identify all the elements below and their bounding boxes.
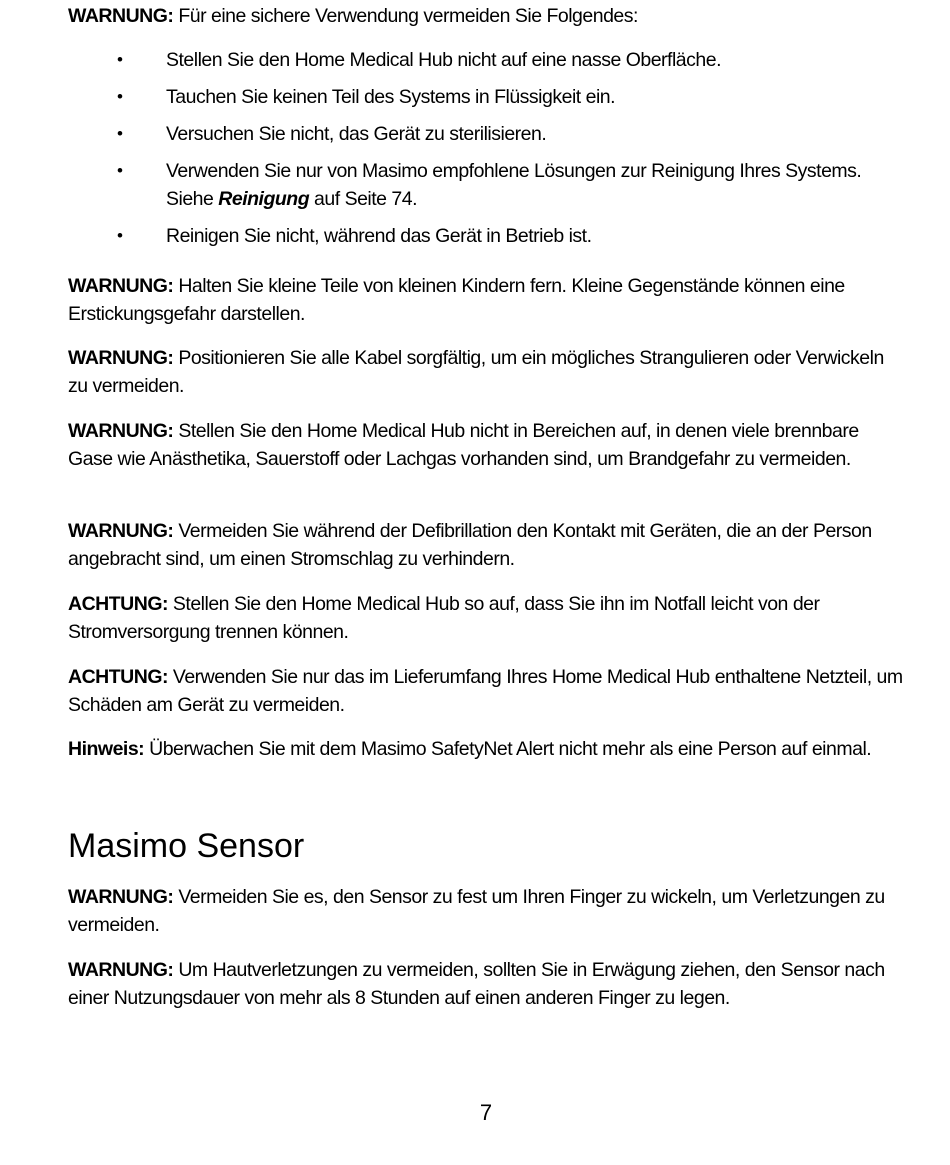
list-item-text: Versuchen Sie nicht, das Gerät zu sterilisieren. (166, 123, 547, 145)
list-item-text: Stellen Sie den Home Medical Hub nicht auf eine nasse Oberfläche. (166, 49, 722, 71)
bullet-icon: • (117, 226, 123, 245)
warning-defibrillation (68, 517, 904, 573)
warning-text: Halten Sie kleine Teile von kleinen Kindern fern. Kleine Gegenstände können eine Erstickungsgefahr darstellen. (68, 275, 845, 325)
bullet-icon: • (117, 124, 123, 143)
warning-cables (68, 344, 904, 400)
page-number: 7 (479, 1100, 493, 1125)
bullet-icon: • (117, 50, 123, 69)
note-label: Hinweis: (68, 738, 145, 760)
warning-label: WARNUNG: (68, 959, 174, 981)
list-item-text: Tauchen Sie keinen Teil des Systems in Flüssigkeit ein. (166, 86, 616, 108)
list-item (68, 83, 904, 111)
document-page (68, 0, 904, 1165)
warning-intro (68, 2, 904, 30)
note-text: Überwachen Sie mit dem Masimo SafetyNet Alert nicht mehr als eine Person auf einmal. (144, 738, 872, 760)
caution-power-supply (68, 663, 904, 719)
list-item (68, 120, 904, 148)
note-single-person (68, 735, 904, 763)
list-item-text: Reinigen Sie nicht, während das Gerät in Betrieb ist. (166, 225, 592, 247)
warning-sensor-tight (68, 883, 904, 939)
warning-label: WARNUNG: (68, 520, 174, 542)
list-item-text: Verwenden Sie nur von Masimo empfohlene Lösungen zur Reinigung Ihres Systems. Siehe (166, 160, 862, 210)
list-item-text-after: auf Seite 74. (309, 188, 418, 210)
warning-sensor-duration (68, 956, 904, 1012)
caution-power-disconnect (68, 590, 904, 646)
warning-label: WARNUNG: (68, 420, 174, 442)
warning-text: Um Hautverletzungen zu vermeiden, sollten Sie in Erwägung ziehen, den Sensor nach einer Nutzungsdauer von mehr als 8 Stunden auf einen anderen Finger zu legen. (68, 959, 885, 1009)
list-item (68, 157, 904, 213)
warning-label: WARNUNG: (68, 347, 174, 369)
warning-label: WARNUNG: (68, 275, 174, 297)
caution-text: Stellen Sie den Home Medical Hub so auf, dass Sie ihn im Notfall leicht von der Stromversorgung trennen können. (68, 593, 820, 643)
warning-text: Vermeiden Sie es, den Sensor zu fest um Ihren Finger zu wickeln, um Verletzungen zu vermeiden. (68, 886, 885, 936)
warning-small-parts (68, 272, 904, 328)
warning-text: Stellen Sie den Home Medical Hub nicht in Bereichen auf, in denen viele brennbare Gase wie Anästhetika, Sauerstoff oder Lachgas vorhanden sind, um Brandgefahr zu vermeiden. (68, 420, 859, 470)
warning-label: WARNUNG: (68, 886, 174, 908)
warning-text: Für eine sichere Verwendung vermeiden Sie Folgendes: (173, 5, 638, 27)
caution-text: Verwenden Sie nur das im Lieferumfang Ihres Home Medical Hub enthaltene Netzteil, um Schäden am Gerät zu vermeiden. (68, 666, 903, 716)
list-item (68, 222, 904, 250)
caution-label: ACHTUNG: (68, 593, 168, 615)
caution-label: ACHTUNG: (68, 666, 168, 688)
bullet-icon: • (117, 161, 123, 180)
reinigung-link[interactable]: Reinigung (218, 188, 310, 210)
warning-text: Positionieren Sie alle Kabel sorgfältig, um ein mögliches Strangulieren oder Verwickeln zu vermeiden. (68, 347, 884, 397)
section-heading: Masimo Sensor (68, 827, 305, 865)
warning-label: WARNUNG: (68, 5, 174, 27)
warning-text: Vermeiden Sie während der Defibrillation den Kontakt mit Geräten, die an der Person angebracht sind, um einen Stromschlag zu verhindern. (68, 520, 872, 570)
warning-flammable-gases (68, 417, 904, 473)
safety-bullet-list (68, 46, 904, 259)
bullet-icon: • (117, 87, 123, 106)
list-item (68, 46, 904, 74)
